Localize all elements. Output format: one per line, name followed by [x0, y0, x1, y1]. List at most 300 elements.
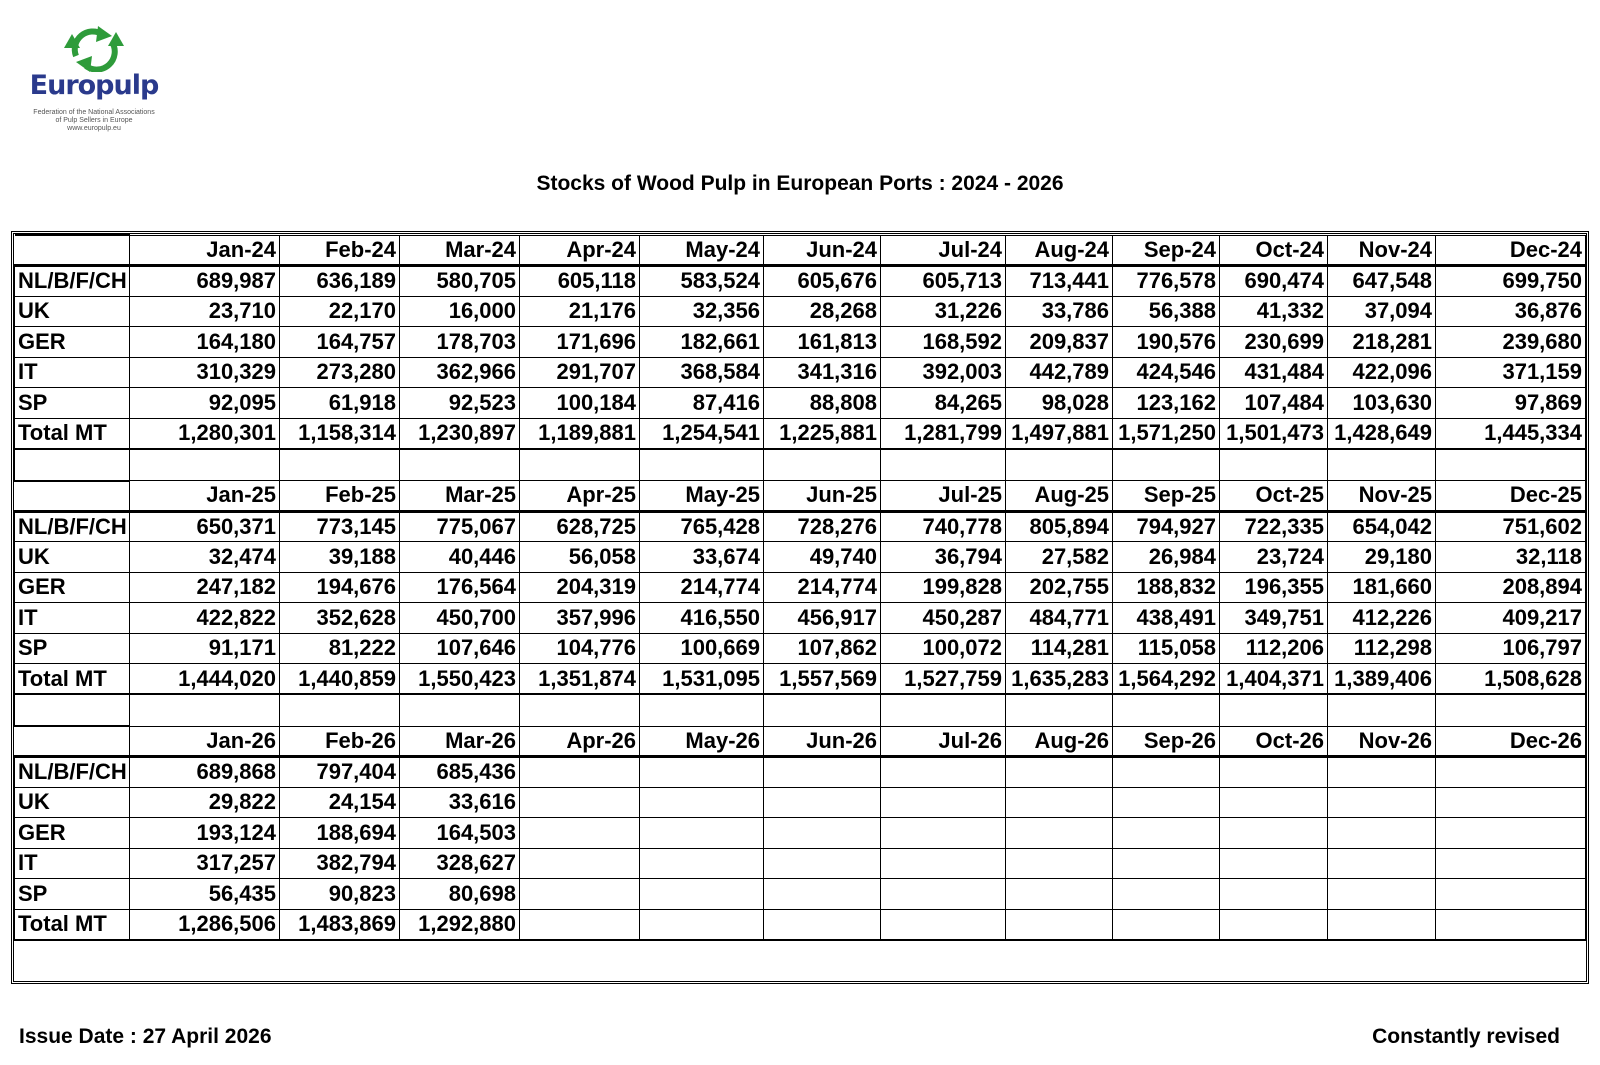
empty-cell	[1006, 694, 1113, 726]
table-cell	[1436, 818, 1586, 849]
table-cell: 1,483,869	[280, 909, 400, 940]
table-cell: 196,355	[1220, 572, 1328, 603]
table-cell: 456,917	[764, 603, 881, 634]
table-cell	[881, 848, 1006, 879]
table-cell	[640, 909, 764, 940]
table-row	[15, 664, 1586, 695]
table-cell: 442,789	[1006, 357, 1113, 388]
table-cell: 230,699	[1220, 327, 1328, 358]
logo-subtitle	[14, 109, 174, 133]
table-row	[15, 818, 1586, 849]
empty-cell	[881, 449, 1006, 481]
table-cell: 107,484	[1220, 388, 1328, 419]
row-label: NL/B/F/CH	[15, 511, 130, 542]
table-cell: 209,837	[1006, 327, 1113, 358]
table-cell: 775,067	[400, 511, 520, 542]
month-header: Sep-25	[1113, 481, 1220, 512]
table-cell: 1,497,881	[1006, 418, 1113, 449]
table-cell: 56,435	[130, 879, 280, 910]
table-cell: 31,226	[881, 296, 1006, 327]
table-cell: 164,180	[130, 327, 280, 358]
empty-cell	[400, 449, 520, 481]
table-cell	[1328, 757, 1436, 788]
month-header-row	[15, 726, 1586, 757]
table-cell	[1436, 848, 1586, 879]
month-header: Jan-26	[130, 726, 280, 757]
table-cell: 362,966	[400, 357, 520, 388]
table-cell: 1,404,371	[1220, 664, 1328, 695]
empty-cell	[130, 694, 280, 726]
table-cell: 190,576	[1113, 327, 1220, 358]
empty-cell	[1113, 694, 1220, 726]
table-cell: 107,646	[400, 633, 520, 664]
month-header: Sep-24	[1113, 235, 1220, 266]
table-cell: 450,287	[881, 603, 1006, 634]
month-header: Jul-26	[881, 726, 1006, 757]
table-cell	[1113, 818, 1220, 849]
table-cell	[1113, 879, 1220, 910]
month-header: Jun-26	[764, 726, 881, 757]
table-row	[15, 327, 1586, 358]
table-cell: 214,774	[764, 572, 881, 603]
row-label: GER	[15, 818, 130, 849]
table-cell: 310,329	[130, 357, 280, 388]
table-cell: 80,698	[400, 879, 520, 910]
empty-cell	[130, 449, 280, 481]
table-cell: 100,669	[640, 633, 764, 664]
table-cell: 751,602	[1436, 511, 1586, 542]
table-cell: 422,822	[130, 603, 280, 634]
table-cell: 1,557,569	[764, 664, 881, 695]
table-cell: 636,189	[280, 266, 400, 297]
row-label: UK	[15, 787, 130, 818]
month-header: Mar-26	[400, 726, 520, 757]
spacer-row	[15, 694, 1586, 726]
table-cell: 605,713	[881, 266, 1006, 297]
table-cell: 773,145	[280, 511, 400, 542]
table-cell: 188,694	[280, 818, 400, 849]
table-cell: 208,894	[1436, 572, 1586, 603]
header-corner-cell	[15, 481, 130, 512]
table-cell: 1,635,283	[1006, 664, 1113, 695]
empty-cell	[1006, 449, 1113, 481]
table-cell: 22,170	[280, 296, 400, 327]
row-label: Total MT	[15, 909, 130, 940]
row-label: Total MT	[15, 418, 130, 449]
table-cell: 61,918	[280, 388, 400, 419]
table-cell: 628,725	[520, 511, 640, 542]
table-cell: 23,710	[130, 296, 280, 327]
table-cell	[764, 848, 881, 879]
table-cell: 1,527,759	[881, 664, 1006, 695]
row-label: NL/B/F/CH	[15, 757, 130, 788]
table-cell: 56,388	[1113, 296, 1220, 327]
table-cell	[1113, 757, 1220, 788]
table-cell: 112,206	[1220, 633, 1328, 664]
table-cell: 392,003	[881, 357, 1006, 388]
row-label: UK	[15, 542, 130, 573]
recycle-arrows-icon	[62, 26, 126, 72]
table-cell: 291,707	[520, 357, 640, 388]
revision-note: Constantly revised	[1372, 1025, 1560, 1048]
table-cell: 1,445,334	[1436, 418, 1586, 449]
table-cell: 114,281	[1006, 633, 1113, 664]
month-header: Nov-25	[1328, 481, 1436, 512]
table-cell: 450,700	[400, 603, 520, 634]
table-cell: 247,182	[130, 572, 280, 603]
table-cell: 26,984	[1113, 542, 1220, 573]
empty-cell	[764, 694, 881, 726]
table-row	[15, 909, 1586, 940]
table-cell: 1,230,897	[400, 418, 520, 449]
table-cell: 580,705	[400, 266, 520, 297]
table-cell: 422,096	[1328, 357, 1436, 388]
table-cell: 194,676	[280, 572, 400, 603]
table-cell: 273,280	[280, 357, 400, 388]
table-cell	[1113, 848, 1220, 879]
month-header: Oct-25	[1220, 481, 1328, 512]
table-cell	[1328, 818, 1436, 849]
row-label: SP	[15, 388, 130, 419]
table-cell	[1220, 909, 1328, 940]
month-header: Jan-25	[130, 481, 280, 512]
table-cell: 349,751	[1220, 603, 1328, 634]
table-cell: 91,171	[130, 633, 280, 664]
empty-cell	[1436, 449, 1586, 481]
table-cell: 97,869	[1436, 388, 1586, 419]
table-row	[15, 572, 1586, 603]
table-cell: 1,571,250	[1113, 418, 1220, 449]
table-cell: 647,548	[1328, 266, 1436, 297]
table-cell: 182,661	[640, 327, 764, 358]
table-cell: 728,276	[764, 511, 881, 542]
stocks-table-frame	[11, 231, 1589, 984]
table-cell	[1328, 848, 1436, 879]
month-header: Jun-24	[764, 235, 881, 266]
month-header: Jul-25	[881, 481, 1006, 512]
table-cell	[1113, 787, 1220, 818]
table-cell: 41,332	[1220, 296, 1328, 327]
table-cell	[1220, 787, 1328, 818]
month-header: Apr-25	[520, 481, 640, 512]
table-cell	[520, 818, 640, 849]
empty-cell	[400, 694, 520, 726]
table-cell: 193,124	[130, 818, 280, 849]
table-cell: 178,703	[400, 327, 520, 358]
table-cell: 214,774	[640, 572, 764, 603]
table-cell: 740,778	[881, 511, 1006, 542]
table-cell: 202,755	[1006, 572, 1113, 603]
table-cell: 106,797	[1436, 633, 1586, 664]
table-cell: 176,564	[400, 572, 520, 603]
table-cell	[764, 818, 881, 849]
empty-cell	[1113, 449, 1220, 481]
table-cell: 583,524	[640, 266, 764, 297]
table-cell: 32,474	[130, 542, 280, 573]
month-header: Feb-26	[280, 726, 400, 757]
table-cell: 40,446	[400, 542, 520, 573]
table-cell	[1006, 909, 1113, 940]
table-cell: 1,531,095	[640, 664, 764, 695]
table-cell: 36,876	[1436, 296, 1586, 327]
table-cell: 37,094	[1328, 296, 1436, 327]
month-header: Dec-25	[1436, 481, 1586, 512]
month-header: May-24	[640, 235, 764, 266]
month-header: Feb-24	[280, 235, 400, 266]
row-label: IT	[15, 848, 130, 879]
table-cell: 218,281	[1328, 327, 1436, 358]
empty-cell	[640, 449, 764, 481]
table-row	[15, 633, 1586, 664]
table-cell: 16,000	[400, 296, 520, 327]
row-label: IT	[15, 357, 130, 388]
empty-cell	[1220, 449, 1328, 481]
table-cell	[1328, 879, 1436, 910]
table-cell	[520, 757, 640, 788]
table-cell: 23,724	[1220, 542, 1328, 573]
row-label: UK	[15, 296, 130, 327]
table-cell: 1,254,541	[640, 418, 764, 449]
table-cell	[520, 909, 640, 940]
table-cell: 357,996	[520, 603, 640, 634]
table-cell: 1,158,314	[280, 418, 400, 449]
table-cell: 1,564,292	[1113, 664, 1220, 695]
logo-subtitle-line2: of Pulp Sellers in Europe	[55, 117, 133, 124]
table-row	[15, 511, 1586, 542]
table-row	[15, 542, 1586, 573]
table-cell	[1436, 787, 1586, 818]
table-cell: 164,757	[280, 327, 400, 358]
table-cell: 98,028	[1006, 388, 1113, 419]
table-row	[15, 266, 1586, 297]
table-cell: 1,550,423	[400, 664, 520, 695]
table-cell: 92,095	[130, 388, 280, 419]
table-cell: 87,416	[640, 388, 764, 419]
stocks-table	[14, 234, 1586, 941]
header-corner-cell	[15, 235, 130, 266]
table-cell: 341,316	[764, 357, 881, 388]
table-cell: 438,491	[1113, 603, 1220, 634]
table-cell: 171,696	[520, 327, 640, 358]
table-cell	[640, 818, 764, 849]
month-header: May-25	[640, 481, 764, 512]
table-cell: 328,627	[400, 848, 520, 879]
table-cell: 181,660	[1328, 572, 1436, 603]
table-cell	[764, 787, 881, 818]
row-label: NL/B/F/CH	[15, 266, 130, 297]
table-row	[15, 879, 1586, 910]
table-cell: 39,188	[280, 542, 400, 573]
table-cell: 33,616	[400, 787, 520, 818]
month-header: Sep-26	[1113, 726, 1220, 757]
month-header: Jul-24	[881, 235, 1006, 266]
table-cell: 689,987	[130, 266, 280, 297]
table-cell	[1220, 848, 1328, 879]
table-cell: 32,118	[1436, 542, 1586, 573]
month-header: Nov-26	[1328, 726, 1436, 757]
table-cell: 36,794	[881, 542, 1006, 573]
month-header-row	[15, 235, 1586, 266]
month-header: Jan-24	[130, 235, 280, 266]
table-cell: 371,159	[1436, 357, 1586, 388]
table-cell: 1,351,874	[520, 664, 640, 695]
empty-cell	[520, 694, 640, 726]
empty-cell	[764, 449, 881, 481]
empty-cell	[1436, 694, 1586, 726]
row-label: SP	[15, 879, 130, 910]
month-header: Oct-26	[1220, 726, 1328, 757]
table-cell	[881, 909, 1006, 940]
table-cell: 1,444,020	[130, 664, 280, 695]
logo-website: www.europulp.eu	[67, 125, 121, 132]
table-cell: 1,440,859	[280, 664, 400, 695]
logo-name: Europulp	[29, 70, 159, 101]
table-cell: 123,162	[1113, 388, 1220, 419]
table-cell: 1,286,506	[130, 909, 280, 940]
table-row	[15, 848, 1586, 879]
table-cell: 32,356	[640, 296, 764, 327]
row-label: GER	[15, 572, 130, 603]
table-row	[15, 418, 1586, 449]
table-cell: 317,257	[130, 848, 280, 879]
table-cell	[1006, 787, 1113, 818]
month-header: May-26	[640, 726, 764, 757]
month-header: Aug-24	[1006, 235, 1113, 266]
table-cell	[520, 879, 640, 910]
table-cell	[1113, 909, 1220, 940]
table-cell	[1220, 757, 1328, 788]
table-cell: 368,584	[640, 357, 764, 388]
table-cell: 685,436	[400, 757, 520, 788]
spacer-row	[15, 449, 1586, 481]
empty-cell	[1220, 694, 1328, 726]
table-cell	[1436, 879, 1586, 910]
table-cell	[764, 879, 881, 910]
table-cell	[1006, 818, 1113, 849]
table-cell: 794,927	[1113, 511, 1220, 542]
row-label: IT	[15, 603, 130, 634]
empty-cell	[15, 694, 130, 726]
month-header: Nov-24	[1328, 235, 1436, 266]
table-cell: 100,072	[881, 633, 1006, 664]
table-cell	[881, 818, 1006, 849]
empty-cell	[520, 449, 640, 481]
table-cell: 1,508,628	[1436, 664, 1586, 695]
table-cell: 484,771	[1006, 603, 1113, 634]
table-row	[15, 296, 1586, 327]
table-cell	[640, 848, 764, 879]
table-cell: 776,578	[1113, 266, 1220, 297]
table-cell	[520, 848, 640, 879]
table-cell: 24,154	[280, 787, 400, 818]
table-cell: 56,058	[520, 542, 640, 573]
table-row	[15, 787, 1586, 818]
page-title: Stocks of Wood Pulp in European Ports : 2024 - 2026	[536, 172, 1064, 195]
table-cell: 100,184	[520, 388, 640, 419]
table-cell: 1,501,473	[1220, 418, 1328, 449]
table-cell: 29,822	[130, 787, 280, 818]
table-cell	[1006, 879, 1113, 910]
table-cell: 27,582	[1006, 542, 1113, 573]
empty-cell	[1328, 694, 1436, 726]
table-cell	[520, 787, 640, 818]
table-row	[15, 388, 1586, 419]
table-cell: 1,389,406	[1328, 664, 1436, 695]
table-cell	[1220, 879, 1328, 910]
month-header-row	[15, 481, 1586, 512]
table-cell: 352,628	[280, 603, 400, 634]
table-cell: 424,546	[1113, 357, 1220, 388]
table-cell: 690,474	[1220, 266, 1328, 297]
month-header: Dec-26	[1436, 726, 1586, 757]
table-cell: 90,823	[280, 879, 400, 910]
month-header: Mar-25	[400, 481, 520, 512]
table-cell: 409,217	[1436, 603, 1586, 634]
logo-subtitle-line1: Federation of the National Associations	[33, 109, 155, 116]
table-cell: 650,371	[130, 511, 280, 542]
table-cell: 1,189,881	[520, 418, 640, 449]
table-cell: 382,794	[280, 848, 400, 879]
row-label: GER	[15, 327, 130, 358]
table-cell: 722,335	[1220, 511, 1328, 542]
header-corner-cell	[15, 726, 130, 757]
table-cell: 605,676	[764, 266, 881, 297]
row-label: SP	[15, 633, 130, 664]
table-cell: 33,674	[640, 542, 764, 573]
table-row	[15, 757, 1586, 788]
table-cell: 21,176	[520, 296, 640, 327]
table-cell	[1328, 909, 1436, 940]
table-cell: 28,268	[764, 296, 881, 327]
month-header: Jun-25	[764, 481, 881, 512]
table-cell: 84,265	[881, 388, 1006, 419]
table-cell: 104,776	[520, 633, 640, 664]
table-cell: 1,280,301	[130, 418, 280, 449]
table-cell: 199,828	[881, 572, 1006, 603]
table-cell: 33,786	[1006, 296, 1113, 327]
table-cell: 689,868	[130, 757, 280, 788]
table-cell: 29,180	[1328, 542, 1436, 573]
month-header: Oct-24	[1220, 235, 1328, 266]
europulp-logo	[14, 26, 174, 133]
table-cell: 797,404	[280, 757, 400, 788]
empty-cell	[881, 694, 1006, 726]
table-cell: 115,058	[1113, 633, 1220, 664]
table-cell: 81,222	[280, 633, 400, 664]
table-cell: 605,118	[520, 266, 640, 297]
table-cell	[881, 879, 1006, 910]
month-header: Feb-25	[280, 481, 400, 512]
table-cell	[640, 787, 764, 818]
table-cell	[1006, 757, 1113, 788]
table-cell	[764, 757, 881, 788]
table-cell	[881, 787, 1006, 818]
row-label: Total MT	[15, 664, 130, 695]
table-cell: 765,428	[640, 511, 764, 542]
table-cell	[640, 757, 764, 788]
table-cell: 88,808	[764, 388, 881, 419]
table-cell: 103,630	[1328, 388, 1436, 419]
table-cell: 1,428,649	[1328, 418, 1436, 449]
table-cell	[764, 909, 881, 940]
empty-cell	[280, 449, 400, 481]
table-cell	[1436, 909, 1586, 940]
table-cell: 713,441	[1006, 266, 1113, 297]
table-cell	[1220, 818, 1328, 849]
empty-cell	[280, 694, 400, 726]
month-header: Apr-24	[520, 235, 640, 266]
table-cell: 112,298	[1328, 633, 1436, 664]
